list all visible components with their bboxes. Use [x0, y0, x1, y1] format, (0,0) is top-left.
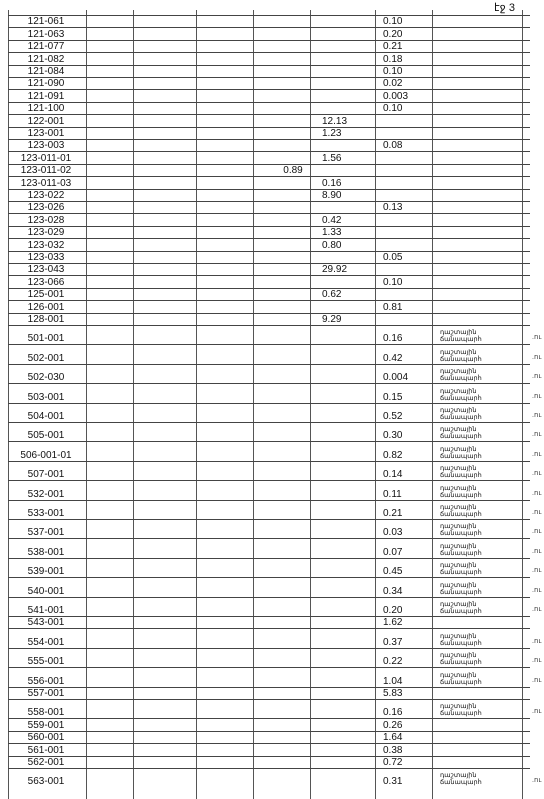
- parcel-code: 121-077: [27, 41, 65, 53]
- margin-mark: .ու: [532, 567, 542, 575]
- table-row: [8, 687, 530, 700]
- area-col6: 5.83: [383, 687, 403, 699]
- margin-mark: .ու: [532, 450, 542, 458]
- area-col6: 0.21: [383, 507, 403, 519]
- table-row: [8, 251, 530, 264]
- area-col6: 0.10: [383, 16, 403, 28]
- area-col6: 0.10: [383, 65, 403, 77]
- note-field-road: դաշտային ճանապարհ: [440, 406, 482, 421]
- area-col5: 29.92: [322, 264, 348, 276]
- parcel-code: 502-030: [27, 372, 65, 384]
- parcel-code: 123-011-03: [20, 177, 72, 189]
- area-col5: 9.29: [322, 313, 342, 325]
- parcel-code: 501-001: [27, 333, 65, 345]
- note-field-road: դաշտային ճանապարհ: [440, 652, 482, 667]
- table-row: [8, 77, 530, 90]
- area-col5: 1.23: [322, 127, 342, 139]
- table-row: [8, 383, 542, 403]
- table-row: [8, 743, 530, 756]
- area-col5: 0.62: [322, 289, 342, 301]
- parcel-code: 540-001: [27, 585, 65, 597]
- parcel-code: 121-084: [27, 65, 65, 77]
- parcel-code: 123-032: [27, 239, 65, 251]
- parcel-code: 560-001: [27, 732, 65, 744]
- area-col6: 0.14: [383, 469, 403, 481]
- table-row: [8, 263, 530, 276]
- area-col4: 0.89: [283, 165, 303, 177]
- parcel-code: 123-029: [27, 227, 65, 239]
- note-field-road: դաշտային ճանապարհ: [440, 772, 482, 787]
- margin-mark: .ու: [532, 373, 542, 381]
- margin-mark: .ու: [532, 605, 542, 613]
- area-col6: 0.52: [383, 410, 403, 422]
- note-field-road: դաշտային ճանապարհ: [440, 671, 482, 686]
- table-row: [8, 201, 530, 214]
- table-row: [8, 213, 530, 226]
- margin-mark: .ու: [532, 334, 542, 342]
- parcel-code: 123-011-01: [20, 152, 72, 164]
- margin-mark: .ու: [532, 676, 542, 684]
- area-col6: 0.10: [383, 103, 403, 115]
- area-col6: 0.26: [383, 719, 403, 731]
- margin-mark: .ու: [532, 586, 542, 594]
- margin-mark: .ու: [532, 528, 542, 536]
- table-row: [8, 238, 530, 251]
- parcel-code: 123-043: [27, 264, 65, 276]
- note-field-road: դաշտային ճանապարհ: [440, 581, 482, 596]
- parcel-code: 503-001: [27, 391, 65, 403]
- area-col5: 1.33: [322, 227, 342, 239]
- area-col6: 0.10: [383, 276, 403, 288]
- area-col6: 0.37: [383, 636, 403, 648]
- parcel-code: 125-001: [27, 289, 65, 301]
- table-row: [8, 403, 542, 423]
- note-field-road: դաշտային ճանապարհ: [440, 465, 482, 480]
- note-field-road: դաշտային ճանապարհ: [440, 542, 482, 557]
- table-row: [8, 27, 530, 40]
- parcel-code: 563-001: [27, 776, 65, 788]
- note-field-road: դաշտային ճանապարհ: [440, 523, 482, 538]
- table-row: [8, 667, 542, 687]
- table-row: [8, 558, 542, 578]
- parcel-code: 558-001: [27, 707, 65, 719]
- table-row: [8, 718, 530, 731]
- margin-mark: .ու: [532, 411, 542, 419]
- parcel-code: 121-063: [27, 28, 65, 40]
- area-col6: 0.16: [383, 707, 403, 719]
- margin-mark: .ու: [532, 508, 542, 516]
- table-row: [8, 139, 530, 152]
- area-col5: 1.56: [322, 152, 342, 164]
- area-col6: 0.03: [383, 527, 403, 539]
- area-col5: 8.90: [322, 189, 342, 201]
- area-col6: 0.42: [383, 352, 403, 364]
- parcel-code: 123-033: [27, 251, 65, 263]
- parcel-code: 557-001: [27, 687, 65, 699]
- table-row: [8, 300, 530, 313]
- area-col5: 0.42: [322, 214, 342, 226]
- parcel-code: 121-082: [27, 53, 65, 65]
- margin-mark: .ու: [532, 708, 542, 716]
- parcel-code: 504-001: [27, 410, 65, 422]
- margin-mark: .ու: [532, 392, 542, 400]
- parcel-code: 122-001: [27, 115, 65, 127]
- table-row: [8, 422, 542, 442]
- parcel-code: 556-001: [27, 675, 65, 687]
- table-row: [8, 275, 530, 288]
- table-row: [8, 15, 530, 28]
- parcel-code: 128-001: [27, 313, 65, 325]
- table-row: [8, 577, 542, 597]
- area-col6: 0.02: [383, 78, 403, 90]
- parcel-code: 554-001: [27, 636, 65, 648]
- area-col6: 0.38: [383, 744, 403, 756]
- note-field-road: դաշտային ճանապարհ: [440, 348, 482, 363]
- table-row: [8, 325, 542, 345]
- table-row: [8, 151, 530, 164]
- table-row: [8, 461, 542, 481]
- note-field-road: դաշտային ճանապարհ: [440, 503, 482, 518]
- table-row: [8, 699, 542, 719]
- table-row: [8, 52, 530, 65]
- area-col6: 1.64: [383, 732, 403, 744]
- table-row: [8, 288, 530, 301]
- table-row: [8, 176, 530, 189]
- parcel-code: 555-001: [27, 656, 65, 668]
- area-col6: 0.15: [383, 391, 403, 403]
- area-col6: 0.82: [383, 449, 403, 461]
- area-col6: 0.72: [383, 756, 403, 768]
- table-row: [8, 127, 530, 140]
- area-col6: 0.30: [383, 430, 403, 442]
- area-col6: 0.20: [383, 604, 403, 616]
- margin-mark: .ու: [532, 353, 542, 361]
- parcel-code: 126-001: [27, 301, 65, 313]
- parcel-code: 561-001: [27, 744, 65, 756]
- area-col6: 0.05: [383, 251, 403, 263]
- area-col6: 0.08: [383, 140, 403, 152]
- margin-mark: .ու: [532, 547, 542, 555]
- table-row: [8, 441, 542, 461]
- area-col6: 0.21: [383, 41, 403, 53]
- parcel-code: 121-091: [27, 90, 65, 102]
- parcel-code: 123-028: [27, 214, 65, 226]
- area-col6: 0.11: [383, 488, 402, 500]
- parcel-code: 123-003: [27, 140, 65, 152]
- parcel-code: 121-061: [27, 16, 65, 28]
- table-row: [8, 519, 542, 539]
- parcel-code: 123-026: [27, 202, 65, 214]
- table-row: [8, 480, 542, 500]
- table-row: [8, 226, 530, 239]
- parcel-code: 562-001: [27, 756, 65, 768]
- table-row: [8, 364, 542, 384]
- margin-mark: .ու: [532, 431, 542, 439]
- parcel-code: 121-100: [27, 103, 65, 115]
- margin-mark: .ու: [532, 657, 542, 665]
- table-row: [8, 164, 530, 177]
- parcel-code: 533-001: [27, 507, 65, 519]
- parcel-code: 123-011-02: [20, 165, 72, 177]
- note-field-road: դաշտային ճանապարհ: [440, 426, 482, 441]
- table-row: [8, 616, 530, 629]
- parcel-code: 532-001: [27, 488, 65, 500]
- note-field-road: դաշտային ճանապարհ: [440, 329, 482, 344]
- area-col6: 0.16: [383, 333, 403, 345]
- table-row: [8, 768, 542, 788]
- margin-mark: .ու: [532, 489, 542, 497]
- parcel-code: 123-066: [27, 276, 65, 288]
- parcel-code: 538-001: [27, 546, 65, 558]
- margin-mark: .ու: [532, 637, 542, 645]
- area-col6: 0.07: [383, 546, 403, 558]
- parcel-code: 506-001-01: [20, 449, 72, 461]
- table-row: [8, 114, 530, 127]
- table-row: [8, 189, 530, 202]
- table-row: [8, 65, 530, 78]
- parcel-code: 507-001: [27, 469, 65, 481]
- parcel-code: 541-001: [27, 604, 65, 616]
- parcel-code: 537-001: [27, 527, 65, 539]
- area-col5: 0.80: [322, 239, 342, 251]
- note-field-road: դաշտային ճանապարհ: [440, 484, 482, 499]
- parcel-code: 123-022: [27, 189, 65, 201]
- note-field-road: դաշտային ճանապարհ: [440, 387, 482, 402]
- margin-mark: .ու: [532, 777, 542, 785]
- table-row: [8, 597, 542, 617]
- table-row: [8, 500, 542, 520]
- note-field-road: դաշտային ճանապարհ: [440, 445, 482, 460]
- area-col6: 0.003: [383, 90, 409, 102]
- area-col5: 12.13: [322, 115, 348, 127]
- area-col6: 0.13: [383, 202, 403, 214]
- area-col6: 1.62: [383, 617, 403, 629]
- note-field-road: դաշտային ճանապարհ: [440, 562, 482, 577]
- area-col6: 0.81: [383, 301, 403, 313]
- parcel-code: 502-001: [27, 352, 65, 364]
- parcel-code: 543-001: [27, 617, 65, 629]
- table-row: [8, 313, 530, 326]
- area-col6: 0.31: [383, 776, 403, 788]
- area-col6: 0.004: [383, 372, 409, 384]
- note-field-road: դաշտային ճանապարհ: [440, 368, 482, 383]
- area-col6: 1.04: [383, 675, 403, 687]
- table-row: [8, 731, 530, 744]
- margin-mark: .ու: [532, 470, 542, 478]
- area-col6: 0.20: [383, 28, 403, 40]
- note-field-road: դաշտային ճանապարհ: [440, 703, 482, 718]
- table-row: [8, 40, 530, 53]
- area-col6: 0.22: [383, 656, 403, 668]
- table-row: [8, 756, 530, 769]
- table-row: [8, 628, 542, 648]
- parcel-code: 505-001: [27, 430, 65, 442]
- table-row: [8, 538, 542, 558]
- table-row: [8, 344, 542, 364]
- note-field-road: դաշտային ճանապարհ: [440, 632, 482, 647]
- parcel-code: 539-001: [27, 566, 65, 578]
- area-col6: 0.34: [383, 585, 403, 597]
- note-field-road: դաշտային ճանապարհ: [440, 600, 482, 615]
- parcel-code: 123-001: [27, 127, 65, 139]
- area-col6: 0.18: [383, 53, 403, 65]
- area-col6: 0.45: [383, 566, 403, 578]
- area-col5: 0.16: [322, 177, 342, 189]
- parcel-code: 121-090: [27, 78, 65, 90]
- table-row: [8, 648, 542, 668]
- table-row: [8, 102, 530, 115]
- parcel-code: 559-001: [27, 719, 65, 731]
- page-number: էջ 3: [494, 2, 515, 14]
- table-row: [8, 89, 530, 102]
